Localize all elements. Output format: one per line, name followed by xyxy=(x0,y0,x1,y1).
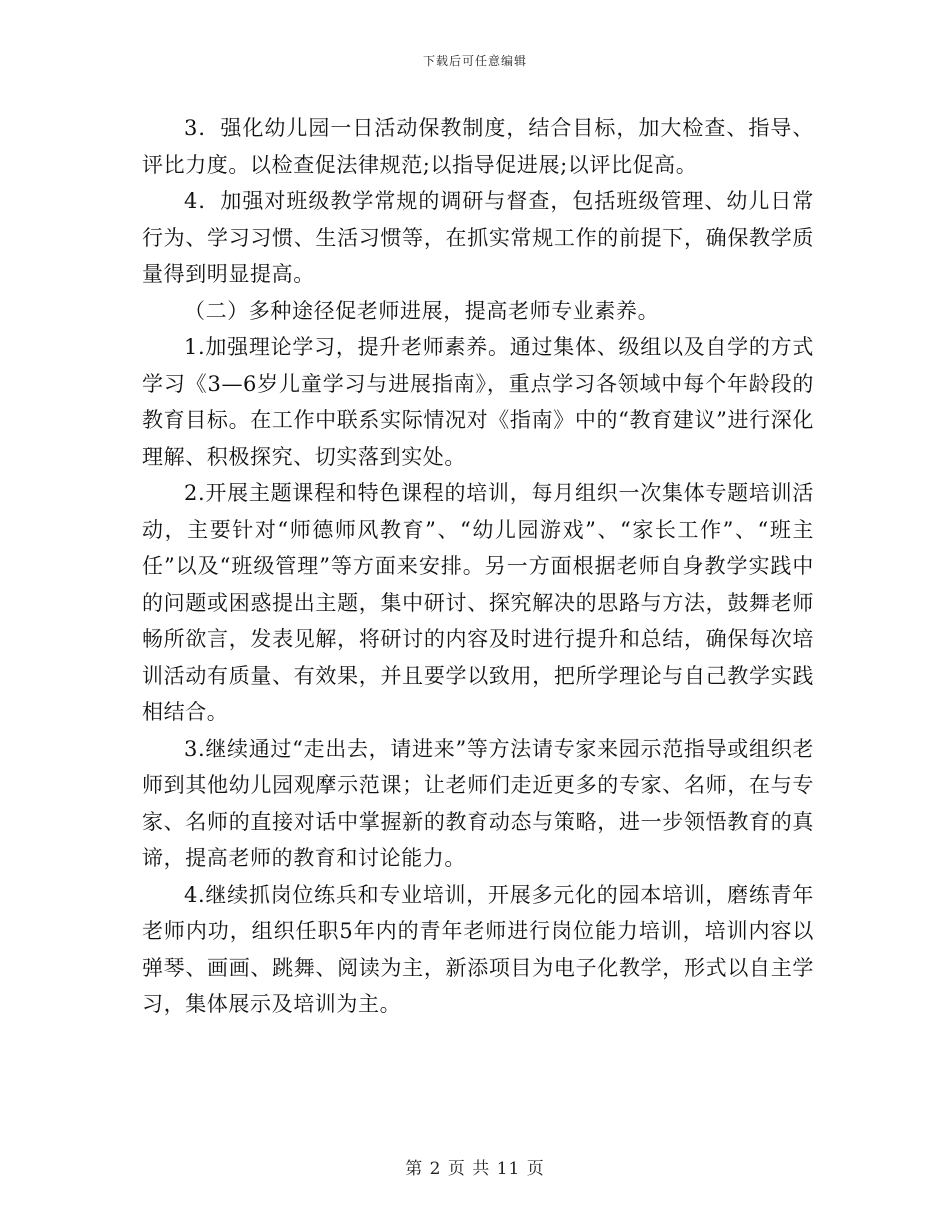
page-number-label: 第 2 页 共 11 页 xyxy=(405,1159,545,1179)
paragraph-item-3-supervision: 3．强化幼儿园一日活动保教制度，结合目标，加大检查、指导、评比力度。以检查促法律规范;以指导促进展;以评比促高。 xyxy=(142,116,814,177)
paragraph-post-training: 4.继续抓岗位练兵和专业培训，开展多元化的园本培训，磨练青年老师内功，组织任职5年内的青年老师进行岗位能力培训，培训内容以弹琴、画画、跳舞、阅读为主，新添项目为电子化教学，形式以自主学习，集体展示及培训为主。 xyxy=(142,882,814,1016)
section-heading-teacher-development: （二）多种途径促老师进展，提高老师专业素养。 xyxy=(184,298,660,323)
document-body xyxy=(142,110,814,1023)
paragraph-course-training: 2.开展主题课程和特色课程的培训，每月组织一次集体专题培训活动，主要针对“师德师风教育”、“幼儿园游戏”、“家长工作”、“班主任”以及“班级管理”等方面来安排。另一方面根据老师自身教学实践中的问题或困惑提出主题，集中研讨、探究解决的思路与方法，鼓舞老师畅所欲言，发表见解，将研讨的内容及时进行提升和总结，确保每次培训活动有质量、有效果，并且要学以致用，把所学理论与自己教学实践相结合。 xyxy=(142,481,814,724)
paragraph-item-4-class-routine: 4．加强对班级教学常规的调研与督查，包括班级管理、幼儿日常行为、学习习惯、生活习惯等，在抓实常规工作的前提下，确保教学质量得到明显提高。 xyxy=(142,189,814,286)
page-number-footer xyxy=(0,1154,950,1179)
paragraph-theory-study: 1.加强理论学习，提升老师素养。通过集体、级组以及自学的方式学习《3—6岁儿童学习与进展指南》，重点学习各领域中每个年龄段的教育目标。在工作中联系实际情况对《指南》中的“教育建议”进行深化理解、积极探究、切实落到实处。 xyxy=(142,335,814,469)
paragraph-experts-exchange: 3.继续通过“走出去，请进来”等方法请专家来园示范指导或组织老师到其他幼儿园观摩示范课；让老师们走近更多的专家、名师，在与专家、名师的直接对话中掌握新的教育动态与策略，进一步领悟教育的真谛，提高老师的教育和讨论能力。 xyxy=(142,736,814,870)
page-header-note: 下载后可任意编辑 xyxy=(422,54,527,68)
